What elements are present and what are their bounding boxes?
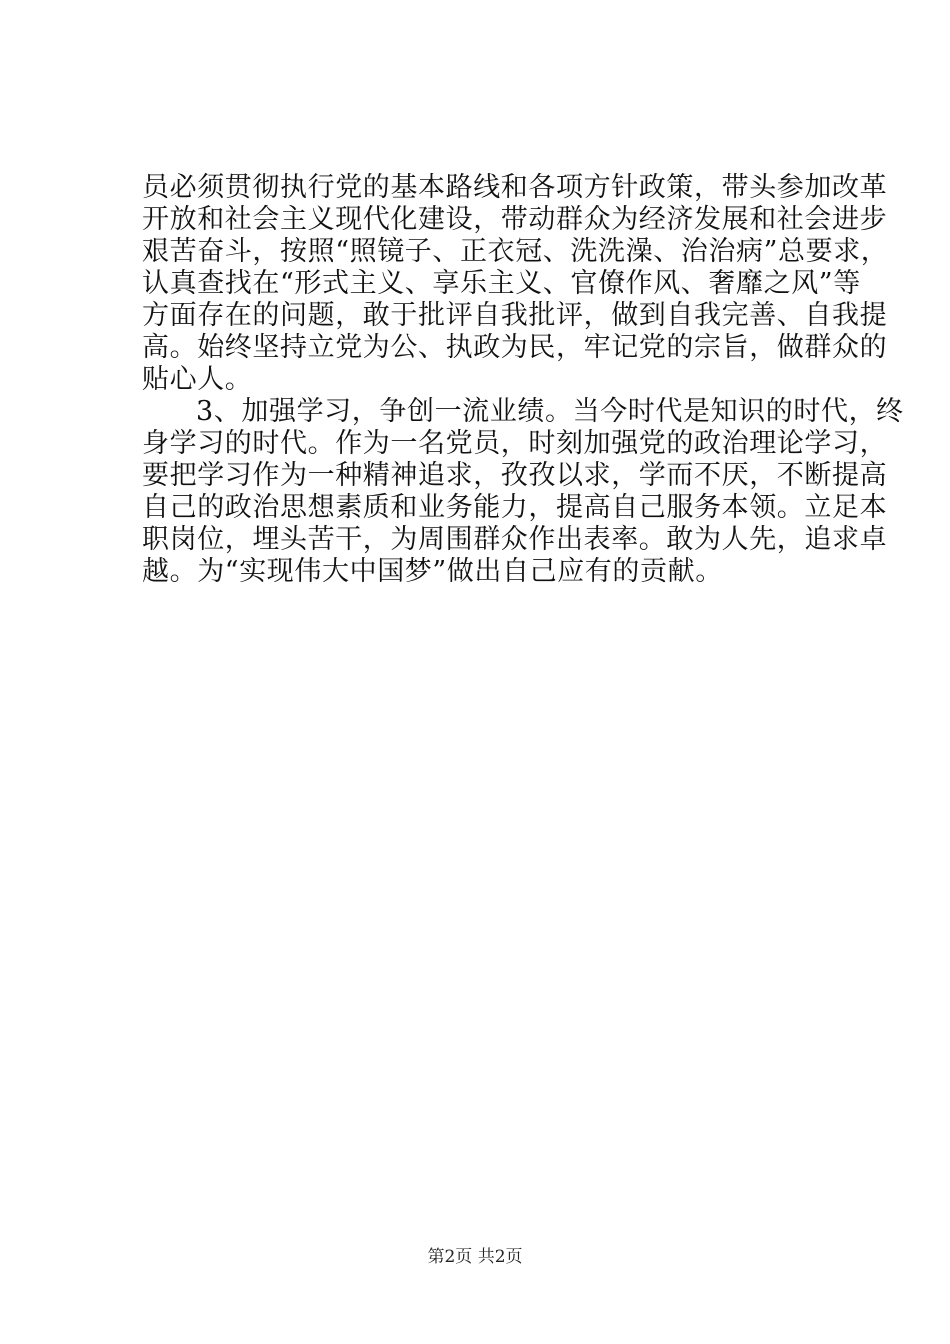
- text-line: 身学习的时代。作为一名党员，时刻加强党的政治理论学习，: [142, 428, 888, 459]
- text-line: 自己的政治思想素质和业务能力，提高自己服务本领。立足本: [142, 492, 888, 523]
- paragraph-start-line: 3、加强学习，争创一流业绩。当今时代是知识的时代，终: [196, 396, 904, 427]
- text-line: 开放和社会主义现代化建设，带动群众为经济发展和社会进步: [142, 204, 888, 235]
- text-line: 方面存在的问题，敢于批评自我批评，做到自我完善、自我提: [142, 300, 888, 331]
- text-line: 贴心人。: [142, 364, 253, 395]
- text-line: 艰苦奋斗，按照“照镜子、正衣冠、洗洗澡、治治病”总要求，: [142, 236, 889, 267]
- text-line: 要把学习作为一种精神追求，孜孜以求，学而不厌，不断提高: [142, 460, 888, 491]
- text-line: 高。始终坚持立党为公、执政为民，牢记党的宗旨，做群众的: [142, 332, 888, 363]
- text-line: 员必须贯彻执行党的基本路线和各项方针政策，带头参加改革: [142, 172, 888, 203]
- text-line: 职岗位，埋头苦干，为周围群众作出表率。敢为人先，追求卓: [142, 524, 888, 555]
- page-number-footer: 第2页 共2页: [427, 1247, 523, 1267]
- text-line: 越。为“实现伟大中国梦”做出自己应有的贡献。: [142, 556, 723, 587]
- text-line: 认真查找在“形式主义、享乐主义、官僚作风、奢靡之风”等: [142, 268, 861, 299]
- body-text: [142, 172, 904, 588]
